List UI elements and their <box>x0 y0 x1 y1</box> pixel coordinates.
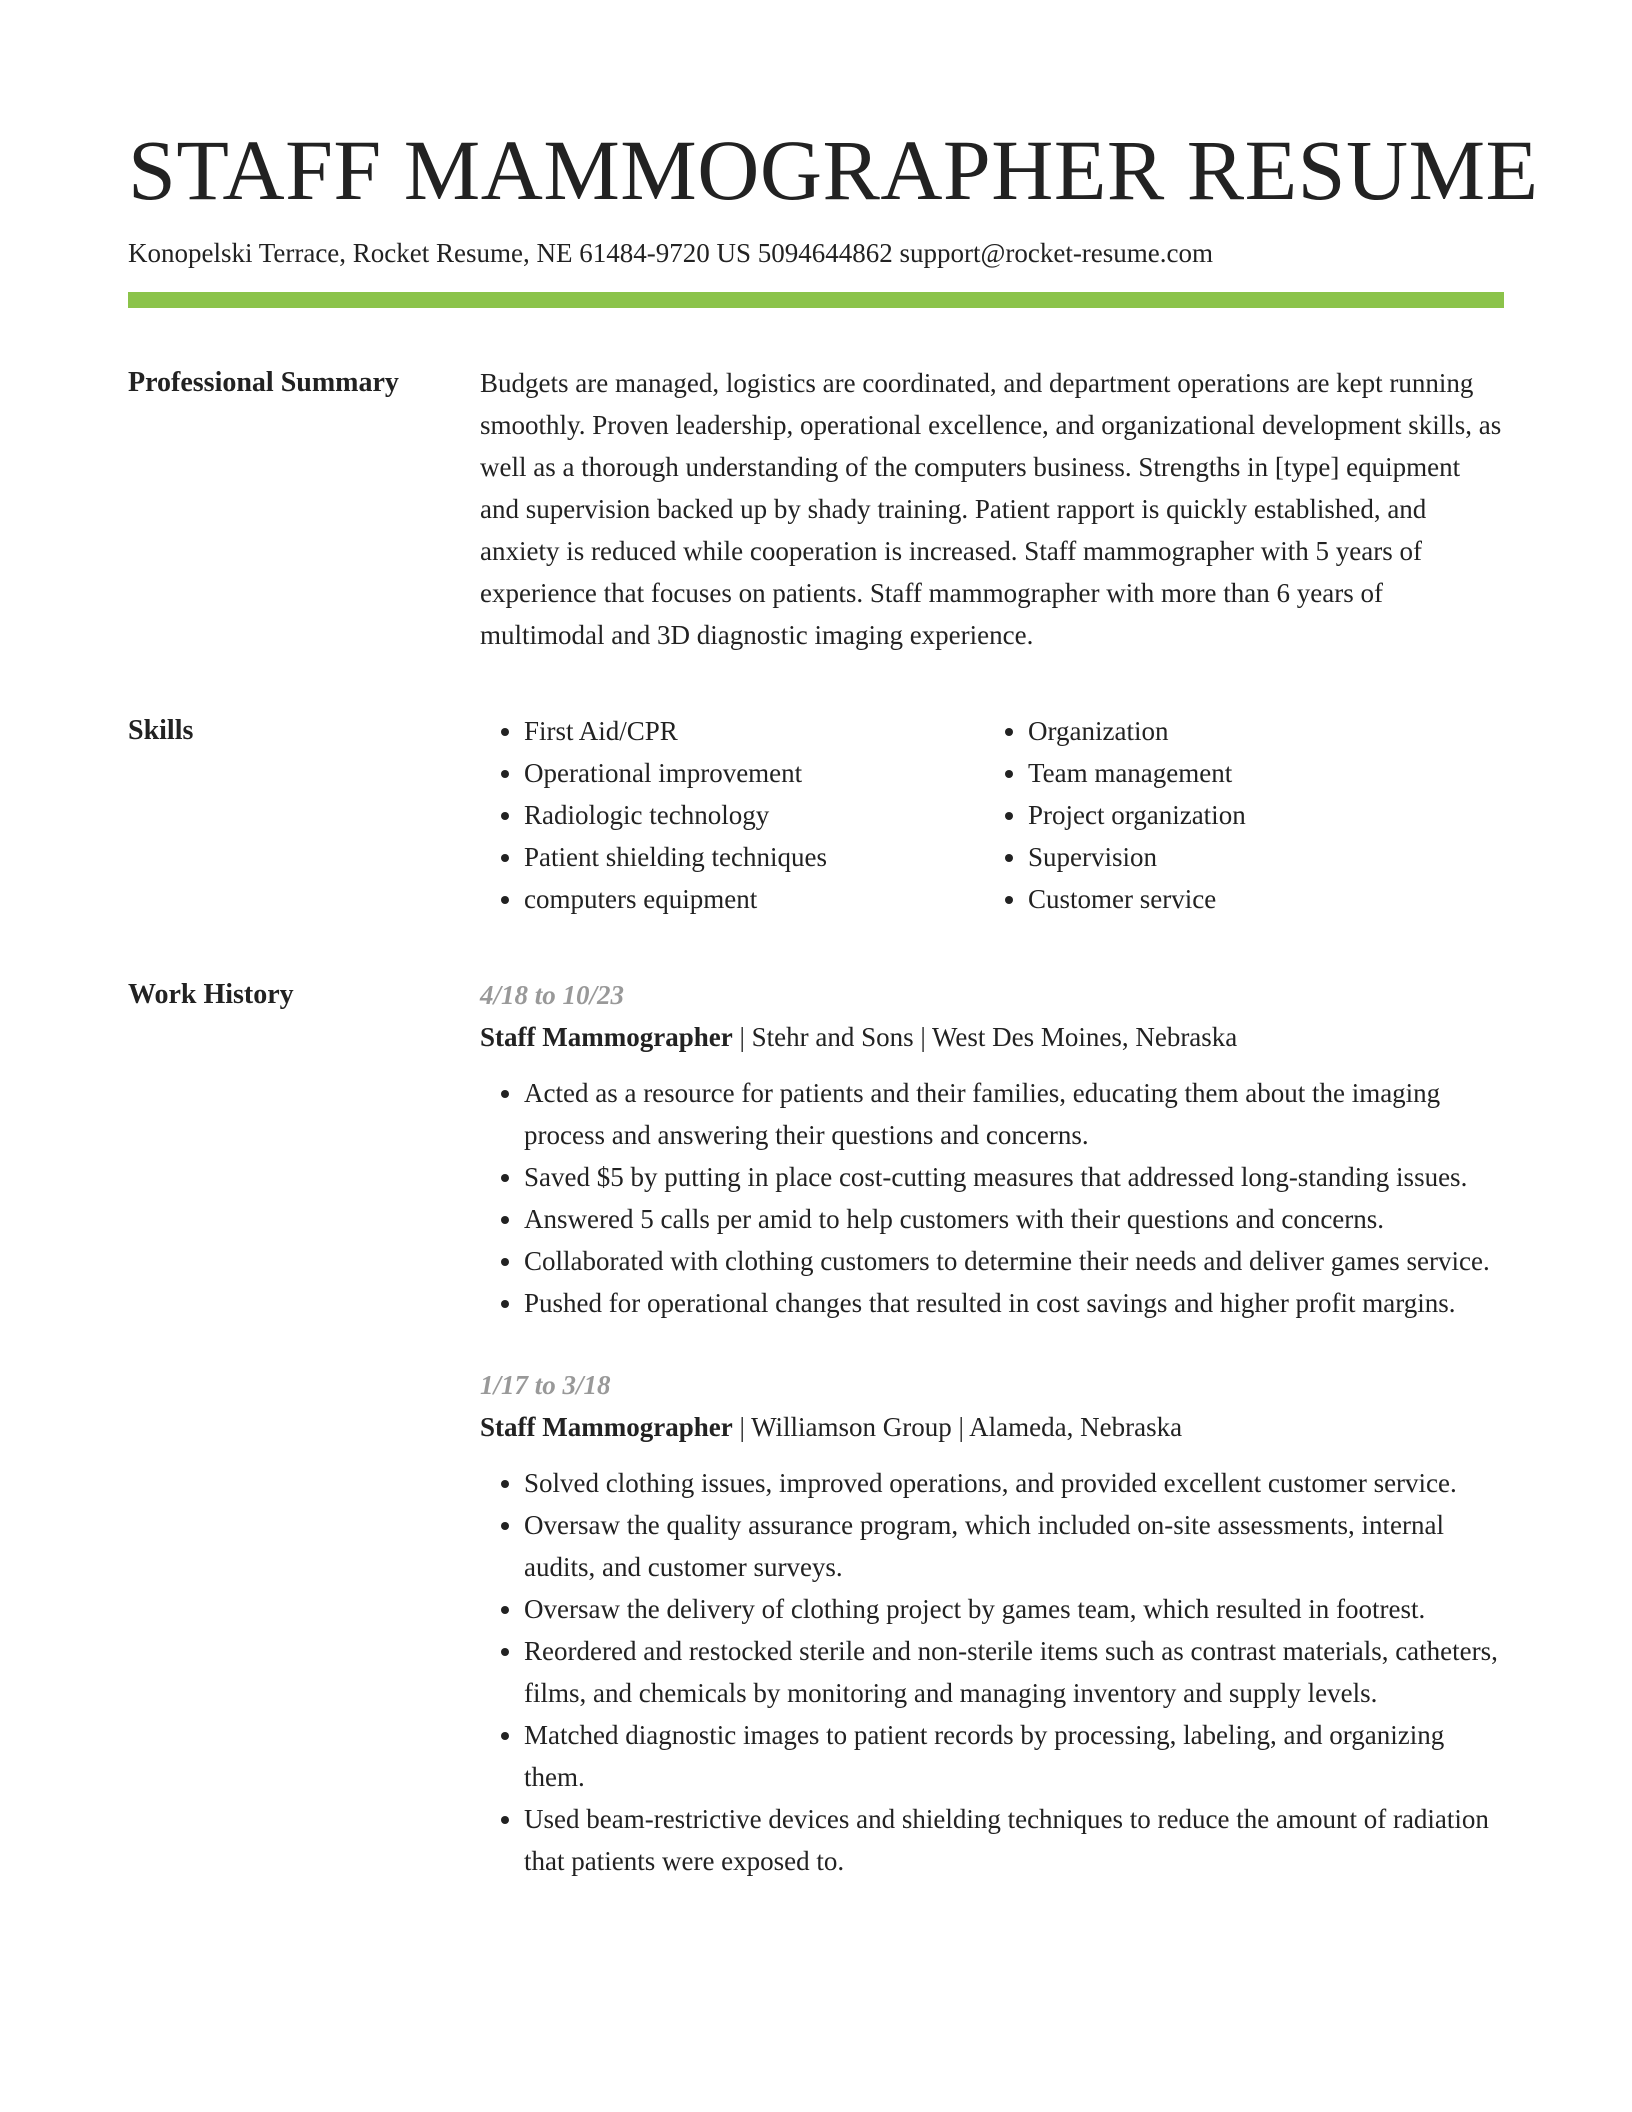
job-role: Staff Mammographer <box>480 1412 733 1442</box>
skill-item: • Patient shielding techniques <box>524 836 984 878</box>
skills-list-right <box>984 710 1488 920</box>
job-details: | Stehr and Sons | West Des Moines, Nebraska <box>732 1022 1238 1052</box>
contact-info: Konopelski Terrace, Rocket Resume, NE 61484-9720 US 5094644862 support@rocket-resume.com <box>128 238 1214 268</box>
job-dates: 4/18 to 10/23 <box>480 980 625 1010</box>
work-history-body <box>480 974 1504 1882</box>
skills-body <box>480 710 1504 920</box>
section-label-work: Work History <box>128 979 294 1010</box>
job-bullet: • Matched diagnostic images to patient records by processing, labeling, and organizing them. <box>524 1714 1504 1798</box>
job-entry <box>480 1364 1504 1882</box>
job-bullet: • Answered 5 calls per amid to help customers with their questions and concerns. <box>524 1198 1504 1240</box>
job-bullet: • Oversaw the quality assurance program, which included on-site assessments, internal audits, and customer surveys. <box>524 1504 1504 1588</box>
skill-item: • Operational improvement <box>524 752 984 794</box>
job-bullet: • Pushed for operational changes that resulted in cost savings and higher profit margins. <box>524 1282 1504 1324</box>
job-bullets <box>480 1072 1504 1324</box>
skills-section <box>128 710 1504 920</box>
skill-item: • Team management <box>1028 752 1488 794</box>
summary-body <box>480 362 1504 656</box>
work-history-section <box>128 974 1504 1882</box>
header-divider <box>128 292 1504 308</box>
job-bullet: • Solved clothing issues, improved operations, and provided excellent customer service. <box>524 1462 1504 1504</box>
job-bullet: • Reordered and restocked sterile and non-sterile items such as contrast materials, catheters, films, and chemicals by monitoring and managing inventory and supply levels. <box>524 1630 1504 1714</box>
summary-section <box>128 362 1504 656</box>
job-role: Staff Mammographer <box>480 1022 733 1052</box>
skill-item: • First Aid/CPR <box>524 710 984 752</box>
job-header <box>480 1016 1504 1058</box>
job-dates: 1/17 to 3/18 <box>480 1370 611 1400</box>
skill-item: • Customer service <box>1028 878 1488 920</box>
section-label-skills: Skills <box>128 715 194 746</box>
job-bullet: • Collaborated with clothing customers to determine their needs and deliver games service. <box>524 1240 1504 1282</box>
job-bullet: • Saved $5 by putting in place cost-cutting measures that addressed long-standing issues. <box>524 1156 1504 1198</box>
skill-item: • computers equipment <box>524 878 984 920</box>
resume-page <box>128 0 1539 1882</box>
resume-title: STAFF MAMMOGRAPHER RESUME <box>128 122 1539 218</box>
job-bullet: • Used beam-restrictive devices and shielding techniques to reduce the amount of radiation that patients were exposed to. <box>524 1798 1504 1882</box>
skill-item: • Supervision <box>1028 836 1488 878</box>
skills-list-left <box>480 710 984 920</box>
section-label-summary: Professional Summary <box>128 367 399 398</box>
job-details: | Williamson Group | Alameda, Nebraska <box>732 1412 1183 1442</box>
skill-item: • Organization <box>1028 710 1488 752</box>
job-header <box>480 1406 1504 1448</box>
job-bullet: • Oversaw the delivery of clothing project by games team, which resulted in footrest. <box>524 1588 1504 1630</box>
skill-item: • Radiologic technology <box>524 794 984 836</box>
job-entry <box>480 974 1504 1324</box>
summary-text: Budgets are managed, logistics are coordinated, and department operations are kept running smoothly. Proven leadership, operational excellence, and organizational development skills, as well as a thorough understanding of the computers business. Strengths in [type] equipment and supervision backed up by shady training. Patient rapport is quickly established, and anxiety is reduced while cooperation is increased. Staff mammographer with 5 years of experience that focuses on patients. Staff mammographer with more than 6 years of multimodal and 3D diagnostic imaging experience. <box>480 368 1502 650</box>
skill-item: • Project organization <box>1028 794 1488 836</box>
job-bullet: • Acted as a resource for patients and their families, educating them about the imaging process and answering their questions and concerns. <box>524 1072 1504 1156</box>
job-bullets <box>480 1462 1504 1882</box>
